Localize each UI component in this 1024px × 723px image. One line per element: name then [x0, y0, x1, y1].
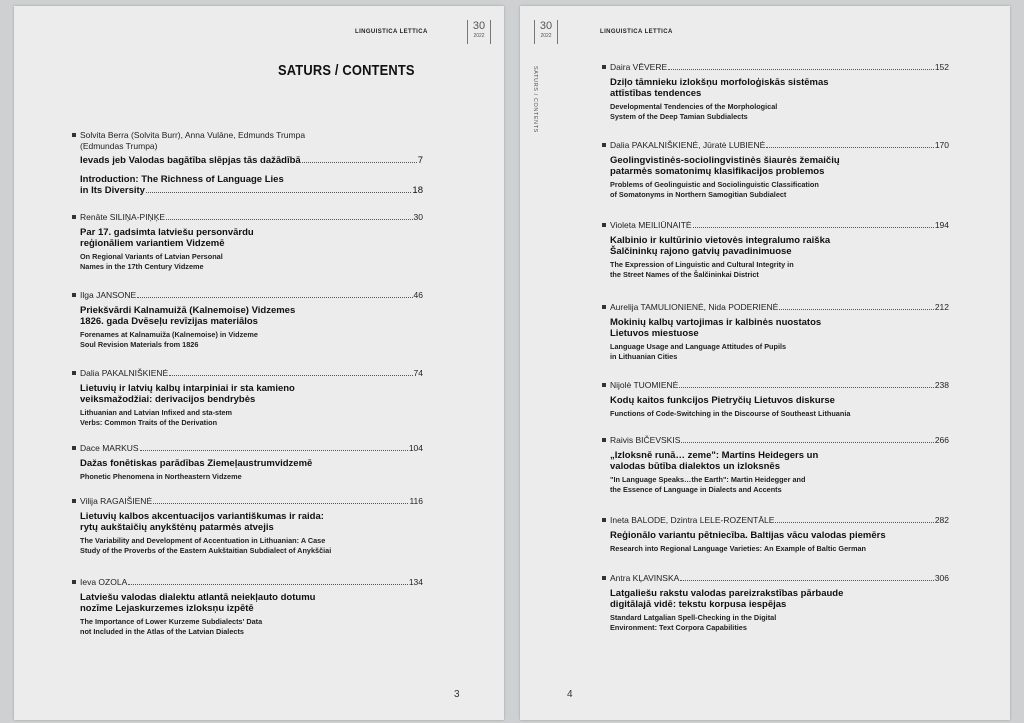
bullet-square-icon	[72, 133, 76, 137]
bullet-square-icon	[602, 65, 606, 69]
entry-author-line	[80, 443, 423, 454]
leader-dots	[128, 577, 408, 585]
entry-authors: Aurelija TAMULIONIENĖ, Nida PODERIENĖ	[610, 302, 779, 312]
entry-author-line	[80, 577, 423, 588]
entry-authors: Daira VĒVERE	[610, 62, 668, 72]
entry-title-1[interactable]: Kalbinio ir kultūrinio vietovės integralumo raiška	[610, 235, 831, 246]
entry-title-1[interactable]: Dažas fonētiskas parādības Ziemeļaustrumvidzemē	[80, 458, 313, 469]
toc-entry	[80, 290, 423, 368]
entry-subtitle-2: Soul Revision Materials from 1826	[80, 340, 199, 349]
entry-subtitle-1: Developmental Tendencies of the Morphological	[610, 102, 778, 111]
entry-page: 306	[934, 573, 949, 583]
bullet-square-icon	[72, 371, 76, 375]
entry-title-1[interactable]: Reģionālo variantu pētniecība. Baltijas vācu valodas piemērs	[610, 530, 886, 541]
leader-dots	[166, 212, 412, 220]
entry-authors: Solvita Berra (Solvita Burr), Anna Vulāne, Edmunds Trumpa	[80, 130, 306, 140]
entry-title-1[interactable]: Lietuvių kalbos akcentuacijos variantiškumas ir raida:	[80, 511, 324, 522]
leader-dots	[668, 62, 934, 70]
entry-subtitle-2: Names in the 17th Century Vidzeme	[80, 262, 204, 271]
entry-subtitle-1: Forenames at Kalnamuiža (Kalnemoise) in Vidzeme	[80, 330, 258, 339]
right-page	[520, 6, 1010, 720]
entry-subtitle-2: System of the Deep Tamian Subdialects	[610, 112, 748, 121]
entry-page: 152	[934, 62, 949, 72]
toc-entry	[610, 515, 949, 573]
entry-authors: Violeta MEILIŪNAITĖ	[610, 220, 692, 230]
bullet-square-icon	[602, 383, 606, 387]
entry-author-line	[80, 290, 423, 301]
entry-title-2[interactable]: nozīme Lejaskurzemes izloksņu izpētē	[80, 603, 254, 614]
left-page	[14, 6, 504, 720]
entry-author-line	[610, 380, 949, 391]
entry-page: 194	[934, 220, 949, 230]
leader-dots	[766, 140, 934, 148]
side-section-label: SATURS / CONTENTS	[532, 66, 538, 133]
entry-author-line	[610, 435, 949, 446]
entry-authors: Dalia PAKALNIŠKIENĖ	[80, 368, 169, 378]
entry-page: 170	[934, 140, 949, 150]
toc-entry	[80, 368, 423, 443]
entry-title-1[interactable]: Kodų kaitos funkcijos Pietryčių Lietuvos diskurse	[610, 395, 835, 406]
volume-badge	[467, 20, 491, 44]
leader-dots	[146, 185, 411, 193]
entry-subtitle-1: On Regional Variants of Latvian Personal	[80, 252, 223, 261]
entry-subtitle-1: "In Language Speaks…the Earth": Martin Heidegger and	[610, 475, 806, 484]
toc-entry	[80, 130, 423, 212]
volume-number: 30	[472, 20, 486, 32]
page-number: 4	[567, 689, 573, 700]
bullet-square-icon	[602, 576, 606, 580]
entry-subtitle-1: Problems of Geolinguistic and Sociolinguistic Classification	[610, 180, 819, 189]
volume-number: 30	[539, 20, 553, 32]
entry-title-2[interactable]: patarmės somatonimų klasifikacijos problemos	[610, 166, 825, 177]
entry-page: 238	[934, 380, 949, 390]
volume-year: 2022	[473, 33, 485, 39]
bullet-square-icon	[602, 143, 606, 147]
bullet-square-icon	[602, 223, 606, 227]
entry-authors: Vilija RAGAIŠIENĖ	[80, 496, 153, 506]
leader-dots	[169, 368, 412, 376]
entry-subtitle-1: The Expression of Linguistic and Cultural Integrity in	[610, 260, 794, 269]
entry-page: 46	[413, 290, 423, 300]
entry-authors: Ineta BALODE, Dzintra LELE-ROZENTĀLE	[610, 515, 775, 525]
bullet-square-icon	[602, 305, 606, 309]
bullet-square-icon	[602, 438, 606, 442]
volume-badge	[534, 20, 558, 44]
entry-page: 7	[417, 155, 423, 166]
leader-dots	[302, 155, 417, 163]
entry-authors: Nijolė TUOMIENĖ	[610, 380, 679, 390]
entry-authors: Renāte SILIŅA-PIŅĶE	[80, 212, 166, 222]
entry-title-1[interactable]: Par 17. gadsimta latviešu personvārdu	[80, 227, 254, 238]
toc-right	[610, 62, 949, 653]
toc-entry	[80, 577, 423, 657]
entry-author-line	[610, 515, 949, 526]
leader-dots	[140, 443, 408, 451]
entry-page: 30	[413, 212, 423, 222]
entry-author-line	[80, 212, 423, 223]
entry-subtitle-2: Study of the Proverbs of the Eastern Aukštaitian Subdialect of Anykščiai	[80, 546, 332, 555]
entry-title-2[interactable]: veiksmažodžiai: derivacijos bendrybės	[80, 394, 256, 405]
entry-title-1[interactable]: Latviešu valodas dialektu atlantā neiekļauto dotumu	[80, 592, 316, 603]
leader-dots	[693, 220, 934, 228]
entry-author-line	[610, 220, 949, 231]
entry-subtitle-1: The Importance of Lower Kurzeme Subdialects' Data	[80, 617, 263, 626]
entry-subtitle-2: in Lithuanian Cities	[610, 352, 678, 361]
entry-title-1[interactable]: Priekšvārdi Kalnamuižā (Kalnemoise) Vidzemes	[80, 305, 296, 316]
entry-authors: Ieva OZOLA	[80, 577, 128, 587]
entry-page: 134	[408, 577, 423, 587]
entry-subtitle-1: The Variability and Development of Accentuation in Lithuanian: A Case	[80, 536, 326, 545]
entry-authors: Antra KĻAVINSKA	[610, 573, 680, 583]
entry-title-1[interactable]: Dziļo tāmnieku izlokšņu morfoloģiskās sistēmas	[610, 77, 829, 88]
entry-authors-cont: (Edmundas Trumpa)	[80, 141, 158, 151]
entry-page: 74	[413, 368, 423, 378]
entry-author-line	[610, 140, 949, 151]
volume-year: 2022	[540, 33, 552, 39]
toc-entry	[80, 212, 423, 290]
entry-subtitle-1: Phonetic Phenomena in Northeastern Vidzeme	[80, 472, 242, 481]
entry-en-title-line[interactable]	[80, 185, 423, 196]
entry-author-line	[80, 496, 423, 507]
toc-entry	[610, 140, 949, 220]
bullet-square-icon	[72, 446, 76, 450]
leader-dots	[679, 380, 933, 388]
entry-subtitle-2: the Essence of Language in Dialects and Accents	[610, 485, 782, 494]
entry-author-line	[80, 368, 423, 379]
entry-title-2[interactable]: 1826. gada Dvēseļu revīzijas materiālos	[80, 316, 258, 327]
entry-page: 212	[934, 302, 949, 312]
entry-en-title-1[interactable]: Introduction: The Richness of Language Lies	[80, 174, 284, 185]
journal-name: LINGUISTICA LETTICA	[600, 29, 673, 35]
entry-authors: Ilga JANSONE	[80, 290, 137, 300]
entry-title-1[interactable]: Mokinių kalbų vartojimas ir kalbinės nuostatos	[610, 317, 822, 328]
toc-entry	[610, 220, 949, 302]
entry-title-2[interactable]: rytų aukštaičių anykštėnų patarmės atvejis	[80, 522, 274, 533]
leader-dots	[680, 573, 934, 581]
entry-author-line	[610, 62, 949, 73]
toc-title: SATURS / CONTENTS	[278, 62, 415, 79]
toc-entry	[610, 62, 949, 140]
leader-dots	[681, 435, 933, 443]
entry-authors: Raivis BIČEVSKIS	[610, 435, 681, 445]
entry-en-page: 18	[412, 185, 423, 196]
entry-title-2[interactable]: reģionāliem variantiem Vidzemē	[80, 238, 225, 249]
toc-entry	[80, 496, 423, 577]
entry-page: 266	[934, 435, 949, 445]
entry-en-title-2: in Its Diversity	[80, 185, 145, 196]
entry-subtitle-2: of Somatonyms in Northern Samogitian Subdialect	[610, 190, 787, 199]
entry-title-1[interactable]: „Izloksnē runā… zeme": Martins Heidegers un	[610, 450, 819, 461]
entry-subtitle-1: Standard Latgalian Spell-Checking in the Digital	[610, 613, 777, 622]
entry-page: 116	[409, 496, 423, 506]
leader-dots	[137, 290, 412, 298]
entry-author-line	[610, 302, 949, 313]
entry-subtitle-1: Functions of Code-Switching in the Discourse of Southeast Lithuania	[610, 409, 851, 418]
leader-dots	[779, 302, 933, 310]
toc-entry	[80, 443, 423, 496]
bullet-square-icon	[72, 215, 76, 219]
entry-title-1[interactable]: Lietuvių ir latvių kalbų intarpiniai ir sta kamieno	[80, 383, 295, 394]
leader-dots	[775, 515, 933, 523]
bullet-square-icon	[72, 499, 76, 503]
entry-title-2[interactable]: valodas būtība dialektos un izloksnēs	[610, 461, 780, 472]
entry-subtitle-1: Language Usage and Language Attitudes of Pupils	[610, 342, 787, 351]
entry-subtitle-2: Verbs: Common Traits of the Derivation	[80, 418, 218, 427]
journal-name: LINGUISTICA LETTICA	[355, 29, 428, 35]
entry-page: 282	[934, 515, 949, 525]
entry-title-2[interactable]: Lietuvos miestuose	[610, 328, 699, 339]
entry-subtitle-1: Research into Regional Language Varieties: An Example of Baltic German	[610, 544, 867, 553]
entry-title-2[interactable]: Šalčininkų rajono gatvių pavadinimuose	[610, 246, 792, 257]
bullet-square-icon	[72, 580, 76, 584]
entry-title-1[interactable]: Latgaliešu rakstu valodas pareizrakstības pārbaude	[610, 588, 844, 599]
entry-title-2[interactable]: attīstības tendences	[610, 88, 702, 99]
entry-subtitle-2: the Street Names of the Šalčininkai District	[610, 270, 759, 279]
toc-entry	[610, 302, 949, 380]
entry-page: 104	[408, 443, 423, 453]
bullet-square-icon	[72, 293, 76, 297]
entry-title-line[interactable]	[80, 155, 423, 166]
entry-subtitle-2: not Included in the Atlas of the Latvian Dialects	[80, 627, 244, 636]
entry-title-1[interactable]: Geolingvistinės-sociolingvistinės šiaurės žemaičių	[610, 155, 840, 166]
entry-subtitle-1: Lithuanian and Latvian Infixed and sta-stem	[80, 408, 233, 417]
toc-entry	[610, 435, 949, 515]
toc-entry	[610, 380, 949, 435]
toc-left	[80, 130, 423, 657]
entry-authors: Dace MARKUS	[80, 443, 139, 453]
entry-subtitle-2: Environment: Text Corpora Capabilities	[610, 623, 747, 632]
page-number: 3	[454, 689, 460, 700]
entry-authors: Dalia PAKALNIŠKIENĖ, Jūratė LUBIENĖ	[610, 140, 766, 150]
toc-entry	[610, 573, 949, 653]
entry-title-2[interactable]: digitālajā vidē: tekstu korpusa iespējas	[610, 599, 787, 610]
leader-dots	[153, 496, 408, 504]
entry-author-line	[610, 573, 949, 584]
entry-title: Ievads jeb Valodas bagātība slēpjas tās dažādībā	[80, 155, 301, 166]
bullet-square-icon	[602, 518, 606, 522]
